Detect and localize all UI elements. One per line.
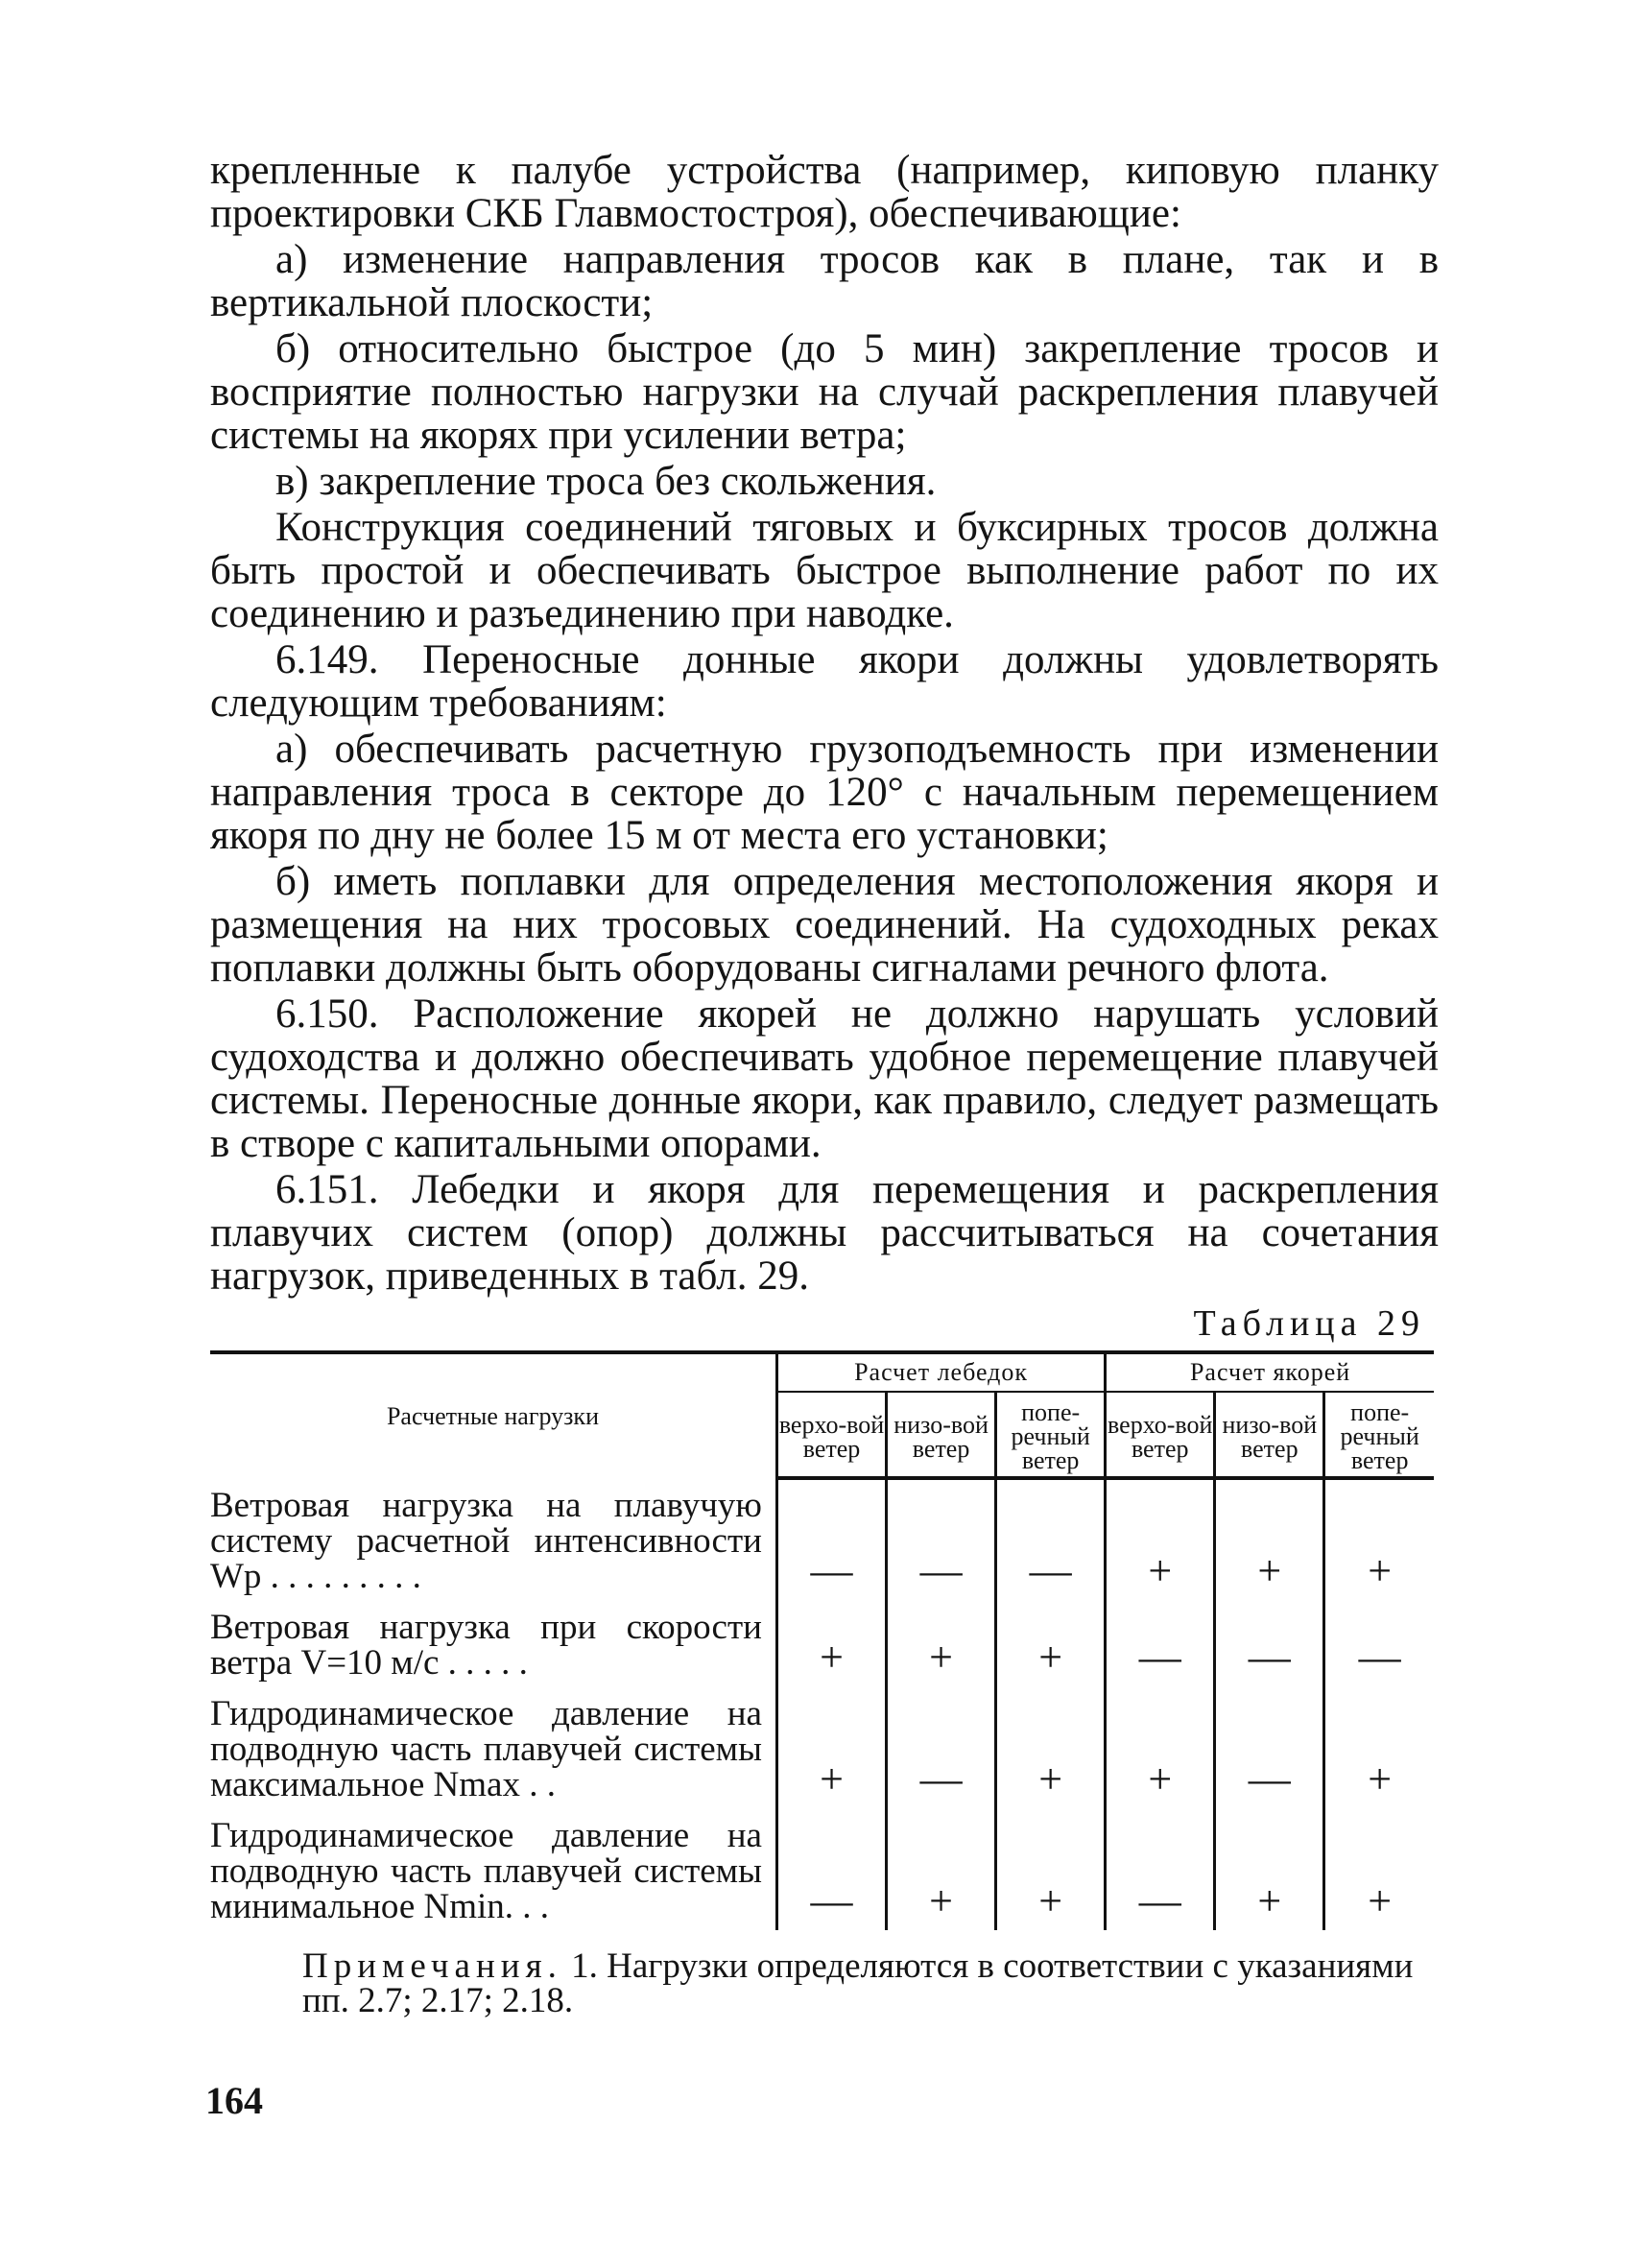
table-cell: — — [1215, 1686, 1324, 1808]
page-body — [210, 149, 1439, 2018]
table-row — [210, 1686, 1434, 1808]
clause-6-149: 6.149. Переносные донные якори должны удовлетворять следующим требованиям: — [210, 637, 1439, 726]
row-label: Ветровая нагрузка при скорости ветра V=10 м/с . . . . . — [210, 1608, 762, 1683]
subheader-cell: низо-вой ветер — [1215, 1392, 1324, 1478]
table-cell: + — [1324, 1686, 1434, 1808]
subheader-cell: попе-речный ветер — [1324, 1392, 1434, 1478]
subheader-cell: попе-речный ветер — [996, 1392, 1106, 1478]
header-group-anchors: Расчет якорей — [1106, 1352, 1434, 1392]
notes-text: 1. Нагрузки определяются в соответствии с указаниями пп. 2.7; 2.17; 2.18. — [302, 1946, 1414, 2020]
table-cell: + — [1106, 1478, 1215, 1600]
table-row — [210, 1808, 1434, 1930]
loads-table — [210, 1350, 1434, 1930]
table-cell: + — [887, 1808, 996, 1930]
header-group-winches: Расчет лебедок — [776, 1352, 1105, 1392]
subheader-cell: верхо-вой ветер — [776, 1392, 886, 1478]
subheader-cell: верхо-вой ветер — [1106, 1392, 1215, 1478]
table-cell: — — [776, 1808, 886, 1930]
row-label: Гидродинамическое давление на подводную часть плавучей системы максимальное Nmax . . — [210, 1694, 762, 1804]
subheader-cell: низо-вой ветер — [887, 1392, 996, 1478]
table-cell: — — [776, 1478, 886, 1600]
paragraph: крепленные к палубе устройства (например, киповую планку проектировки СКБ Главмостостроя), обеспечивающие: — [210, 148, 1439, 236]
page-number: 164 — [205, 2079, 263, 2122]
table-cell: + — [1215, 1478, 1324, 1600]
table-cell: — — [887, 1478, 996, 1600]
table-cell: — — [996, 1478, 1106, 1600]
paragraph: Конструкция соединений тяговых и буксирных тросов должна быть простой и обеспечивать быстрое выполнение работ по их соединению и разъединению при наводке. — [210, 505, 1439, 636]
notes-label: Примечания. — [302, 1946, 562, 1986]
list-item: а) изменение направления тросов как в плане, так и в вертикальной плоскости; — [210, 237, 1439, 325]
table-cell: + — [996, 1600, 1106, 1686]
text-block — [210, 149, 1439, 1298]
table-cell: — — [1324, 1600, 1434, 1686]
row-label: Гидродинамическое давление на подводную часть плавучей системы минимальное Nmin. . . — [210, 1816, 762, 1926]
header-loads: Расчетные нагрузки — [210, 1352, 776, 1478]
table-cell: — — [1106, 1808, 1215, 1930]
table-caption: Таблица 29 — [1193, 1303, 1425, 1344]
table-cell: + — [776, 1686, 886, 1808]
table-row — [210, 1478, 1434, 1600]
clause-6-151: 6.151. Лебедки и якоря для перемещения и раскрепления плавучих систем (опор) должны рассчитываться на сочетания нагрузок, приведенных в табл. 29. — [210, 1167, 1439, 1299]
table-cell: — — [1215, 1600, 1324, 1686]
list-item: б) относительно быстрое (до 5 мин) закрепление тросов и восприятие полностью нагрузки на случай раскрепления плавучей системы на якорях при усилении ветра; — [210, 326, 1439, 458]
list-item: в) закрепление троса без скольжения. — [275, 459, 937, 504]
row-label: Ветровая нагрузка на плавучую систему расчетной интенсивности Wр . . . . . . . . . — [210, 1486, 762, 1596]
table-cell: + — [1106, 1686, 1215, 1808]
table-cell: + — [1324, 1808, 1434, 1930]
table-cell: — — [887, 1686, 996, 1808]
table-row — [210, 1600, 1434, 1686]
table-cell: + — [1215, 1808, 1324, 1930]
table-cell: + — [996, 1808, 1106, 1930]
table-cell: + — [776, 1600, 886, 1686]
clause-6-150: 6.150. Расположение якорей не должно нарушать условий судоходства и должно обеспечивать удобное перемещение плавучей системы. Переносные донные якори, как правило, следует размещать в створе с капитальными опорами. — [210, 991, 1439, 1166]
table-notes — [302, 1946, 1439, 2020]
list-item: а) обеспечивать расчетную грузоподъемность при изменении направления троса в секторе до 120° с начальным перемещением якоря по дну не более 15 м от места его установки; — [210, 727, 1439, 858]
table-header-row — [210, 1352, 1434, 1392]
list-item: б) иметь поплавки для определения местоположения якоря и размещения на них тросовых соединений. На судоходных реках поплавки должны быть оборудованы сигналами речного флота. — [210, 859, 1439, 991]
table-cell: + — [996, 1686, 1106, 1808]
table-cell: + — [887, 1600, 996, 1686]
table-cell: + — [1324, 1478, 1434, 1600]
table-cell: — — [1106, 1600, 1215, 1686]
